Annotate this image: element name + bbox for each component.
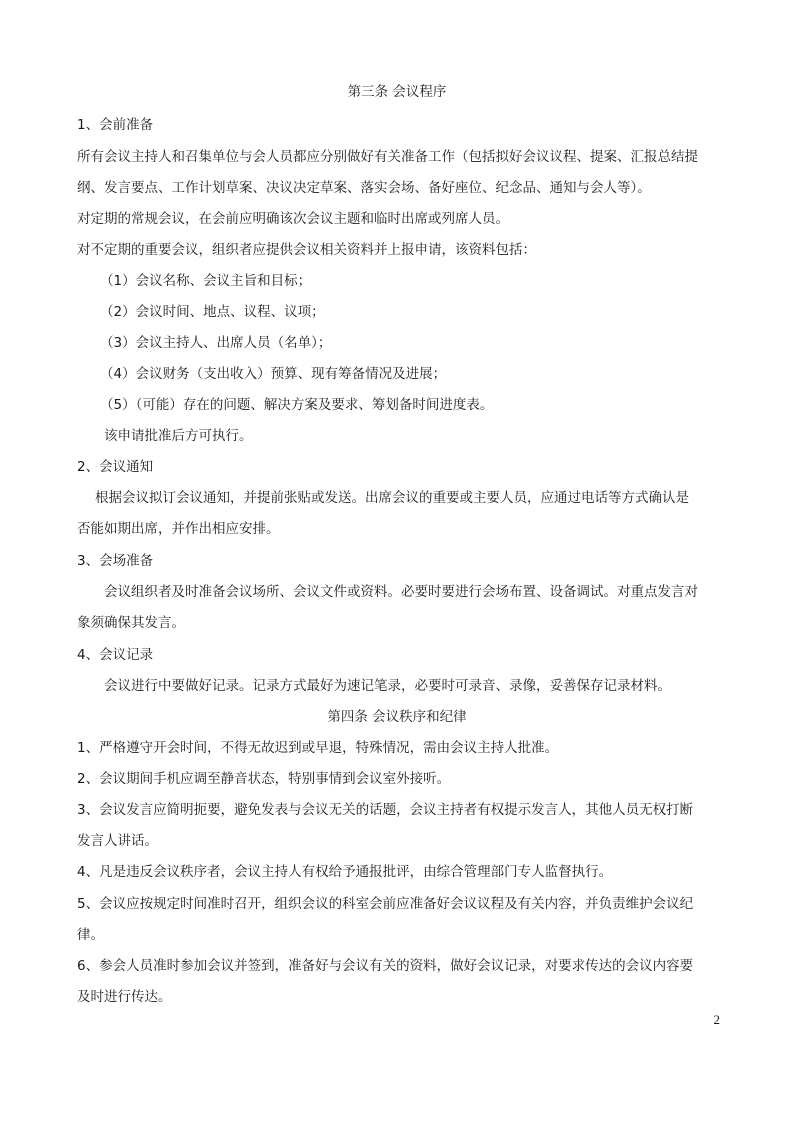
list-item: （4）会议财务（支出收入）预算、现有筹备情况及进展； bbox=[100, 366, 447, 382]
subheading-minutes: 4、会议记录 bbox=[77, 647, 154, 663]
paragraph-line: 5、会议应按规定时间准时召开，组织会议的科室会前应准备好会议议程及有关内容，并负责维护会议纪 bbox=[77, 896, 694, 912]
paragraph-line: 对定期的常规会议，在会前应明确该次会议主题和临时出席或列席人员。 bbox=[77, 211, 509, 227]
list-item: （1）会议名称、会议主旨和目标； bbox=[100, 273, 312, 289]
paragraph-line: 会议进行中要做好记录。记录方式最好为速记笔录，必要时可录音、录像，妥善保存记录材料。 bbox=[104, 678, 671, 694]
section-heading-4: 第四条 会议秩序和纪律 bbox=[327, 709, 467, 725]
subheading-notice: 2、会议通知 bbox=[77, 459, 154, 475]
paragraph-line: 否能如期出席，并作出相应安排。 bbox=[77, 521, 280, 537]
subheading-venue: 3、会场准备 bbox=[77, 553, 154, 569]
subheading-preparation: 1、会前准备 bbox=[77, 117, 154, 133]
paragraph-line: 会议组织者及时准备会议场所、会议文件或资料。必要时要进行会场布置、设备调试。对重点发言对 bbox=[104, 584, 698, 600]
paragraph-line: 发言人讲话。 bbox=[77, 833, 158, 849]
paragraph-line: 所有会议主持人和召集单位与会人员都应分别做好有关准备工作（包括拟好会议议程、提案、汇报总结提 bbox=[77, 149, 698, 165]
paragraph-line: 6、参会人员准时参加会议并签到，准备好与会议有关的资料，做好会议记录，对要求传达的会议内容要 bbox=[77, 958, 694, 974]
section-heading-3: 第三条 会议程序 bbox=[347, 84, 447, 100]
list-item: （5）（可能）存在的问题、解决方案及要求、筹划备时间进度表。 bbox=[100, 397, 494, 413]
paragraph-line: 2、会议期间手机应调至静音状态，特别事情到会议室外接听。 bbox=[77, 771, 451, 787]
page-number: 2 bbox=[713, 1012, 720, 1027]
paragraph-line: 对不定期的重要会议，组织者应提供会议相关资料并上报申请，该资料包括： bbox=[77, 242, 536, 258]
list-item: （3）会议主持人、出席人员（名单）； bbox=[100, 335, 332, 351]
paragraph-line: 4、凡是违反会议秩序者，会议主持人有权给予通报批评，由综合管理部门专人监督执行。 bbox=[77, 864, 613, 880]
paragraph-line: 3、会议发言应简明扼要，避免发表与会议无关的话题，会议主持者有权提示发言人，其他人员无权打断 bbox=[77, 802, 694, 818]
paragraph-line: 该申请批准后方可执行。 bbox=[104, 428, 253, 444]
paragraph-line: 1、严格遵守开会时间，不得无故迟到或早退，特殊情况，需由会议主持人批准。 bbox=[77, 740, 559, 756]
paragraph-line: 律。 bbox=[77, 927, 104, 943]
paragraph-line: 根据会议拟订会议通知，并提前张贴或发送。出席会议的重要或主要人员，应通过电话等方式确认是 bbox=[95, 490, 689, 506]
paragraph-line: 及时进行传达。 bbox=[77, 989, 172, 1005]
paragraph-line: 纲、发言要点、工作计划草案、决议决定草案、落实会场、备好座位、纪念品、通知与会人等）。 bbox=[77, 180, 651, 196]
list-item: （2）会议时间、地点、议程、议项； bbox=[100, 304, 325, 320]
paragraph-line: 象须确保其发言。 bbox=[77, 615, 185, 631]
